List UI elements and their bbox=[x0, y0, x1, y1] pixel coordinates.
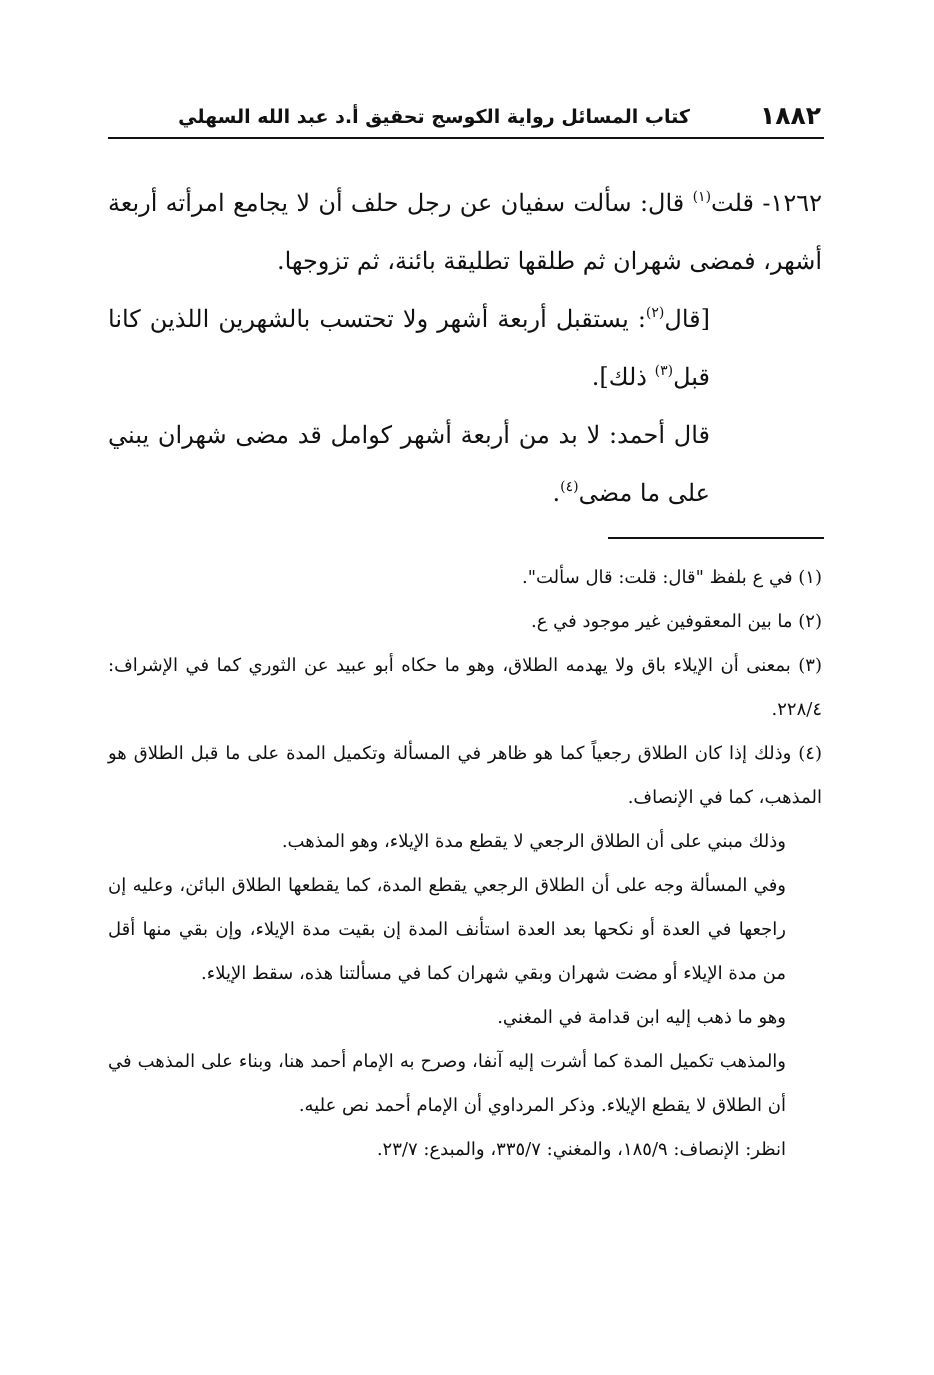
footnote-3: (٣) بمعنى أن الإيلاء باق ولا يهدمه الطلاق، وهو ما حكاه أبو عبيد عن الثوري كما في الإشراف: ٢٢٨/٤. bbox=[108, 655, 822, 720]
main-text bbox=[108, 174, 822, 522]
footnote-4-continuation: وفي المسألة وجه على أن الطلاق الرجعي يقطع المدة، كما يقطعها الطلاق البائن، وعليه إن راجعها في العدة أو نكحها بعد العدة استأنف المدة إن بقيت مدة الإيلاء، وإن بقي منها أقل من مدة الإيلاء أو مضت شهران وبقي شهران كما في مسألتنا هذه، سقط الإيلاء. bbox=[108, 875, 786, 984]
question-number: ١٢٦٢ bbox=[770, 189, 822, 217]
footnote-4-continuation: انظر: الإنصاف: ١٨٥/٩، والمغني: ٣٣٥/٧، والمبدع: ٢٣/٧. bbox=[376, 1139, 786, 1160]
close-bracket: ]. bbox=[591, 363, 609, 391]
footnote-4: (٤) وذلك إذا كان الطلاق رجعياً كما هو ظاهر في المسألة وتكميل المدة على ما قبل الطلاق هو المذهب، كما في الإنصاف. bbox=[108, 743, 822, 808]
answer-text-b: ذلك bbox=[608, 363, 647, 391]
footnote-4-continuation: والمذهب تكميل المدة كما أشرت إليه آنفا، وصرح به الإمام أحمد هنا، وبناء على المذهب في أن الطلاق لا يقطع الإيلاء. وذكر المرداوي أن الإمام أحمد نص عليه. bbox=[108, 1051, 786, 1116]
answer-qal: قال bbox=[664, 305, 701, 333]
ahmad-end: . bbox=[552, 479, 561, 507]
page-number: ١٨٨٢ bbox=[759, 101, 821, 130]
answer-text-a: : يستقبل أربعة أشهر ولا تحتسب بالشهرين اللذين كانا قبل bbox=[108, 305, 710, 391]
running-title: كتاب المسائل رواية الكوسج تحقيق أ.د عبد الله السهلي bbox=[178, 106, 690, 128]
footnote-2: (٢) ما بين المعقوفين غير موجود في ع. bbox=[531, 611, 822, 632]
footnote-ref-1: (١) bbox=[692, 189, 712, 205]
footnote-ref-2: (٢) bbox=[645, 305, 665, 321]
footnote-ref-3: (٣) bbox=[654, 363, 674, 379]
footnotes bbox=[108, 556, 822, 1172]
question-text: قال: سألت سفيان عن رجل حلف أن لا يجامع امرأته أربعة أشهر، فمضى شهران ثم طلقها تطليقة بائنة، ثم تزوجها. bbox=[108, 189, 822, 275]
header-rule bbox=[108, 137, 824, 139]
question-qult: قلت bbox=[711, 189, 755, 217]
page-header bbox=[111, 92, 821, 132]
open-bracket: [ bbox=[700, 305, 710, 333]
question-dash: - bbox=[762, 189, 771, 217]
footnote-1: (١) في ع بلفظ "قال: قلت: قال سألت". bbox=[522, 567, 822, 588]
footnote-separator bbox=[608, 537, 824, 539]
footnote-ref-4: (٤) bbox=[560, 479, 579, 495]
answer-paragraph bbox=[108, 290, 822, 406]
ahmad-text: قال أحمد: لا بد من أربعة أشهر كوامل قد مضى شهران يبني على ما مضى bbox=[108, 421, 710, 507]
question-paragraph bbox=[108, 174, 822, 290]
footnote-4-continuation: وذلك مبني على أن الطلاق الرجعي لا يقطع مدة الإيلاء، وهو المذهب. bbox=[281, 831, 786, 852]
ahmad-paragraph bbox=[108, 406, 822, 522]
footnote-4-continuation: وهو ما ذهب إليه ابن قدامة في المغني. bbox=[497, 1007, 786, 1028]
